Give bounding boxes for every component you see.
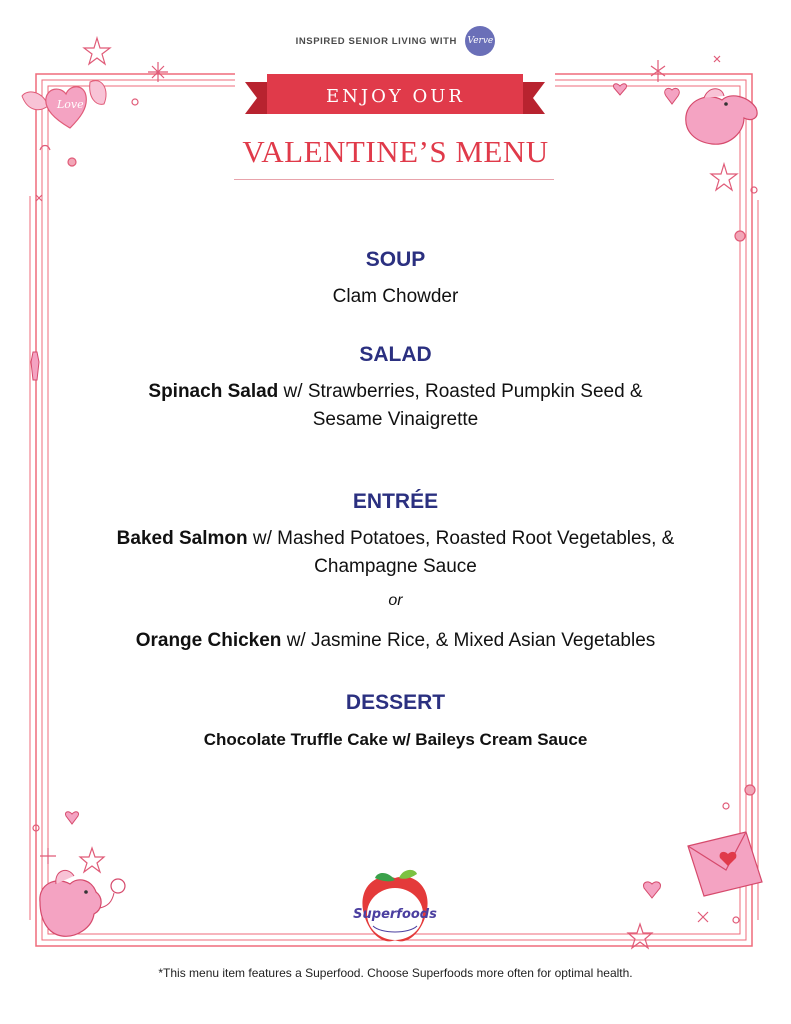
entree-option1-line2: Champagne Sauce	[314, 556, 477, 577]
dessert-item: Chocolate Truffle Cake w/ Baileys Cream Sauce	[203, 730, 588, 749]
entree-option2	[0, 630, 791, 652]
soup-heading: SOUP	[365, 248, 426, 271]
entree-option1-name: Baked Salmon	[116, 528, 248, 549]
page-title: VALENTINE’S MENU	[242, 134, 549, 169]
verve-logo: Verve	[465, 26, 495, 56]
entree-or: or	[388, 592, 403, 609]
entree-option1-line1	[0, 528, 791, 550]
banner-text: ENJOY OUR	[326, 86, 465, 107]
entree-option1-detail: w/ Mashed Potatoes, Roasted Root Vegetables, &	[247, 528, 675, 549]
entree-heading: ENTRÉE	[352, 490, 439, 513]
entree-option2-name: Orange Chicken	[135, 630, 282, 651]
brand-tagline: INSPIRED SENIOR LIVING WITH	[295, 35, 457, 47]
entree-option2-detail: w/ Jasmine Rice, & Mixed Asian Vegetables	[281, 630, 656, 651]
dessert-heading: DESSERT	[345, 691, 446, 714]
superfoods-logo	[347, 868, 443, 952]
superfoods-logo-text: Superfoods	[353, 907, 437, 922]
salad-item-name: Spinach Salad	[148, 381, 279, 402]
salad-item-detail: w/ Strawberries, Roasted Pumpkin Seed &	[278, 381, 643, 402]
footer-note: *This menu item features a Superfood. Choose Superfoods more often for optimal health.	[158, 966, 633, 980]
salad-item-line2: Sesame Vinaigrette	[312, 409, 479, 430]
love-tag-text: Love	[57, 98, 84, 111]
title-divider	[234, 179, 554, 180]
bird-with-rose-icon	[40, 812, 125, 936]
salad-item-line1	[0, 381, 791, 403]
salad-heading: SALAD	[359, 343, 432, 366]
soup-item: Clam Chowder	[332, 286, 459, 307]
love-letter-icon	[644, 832, 762, 898]
